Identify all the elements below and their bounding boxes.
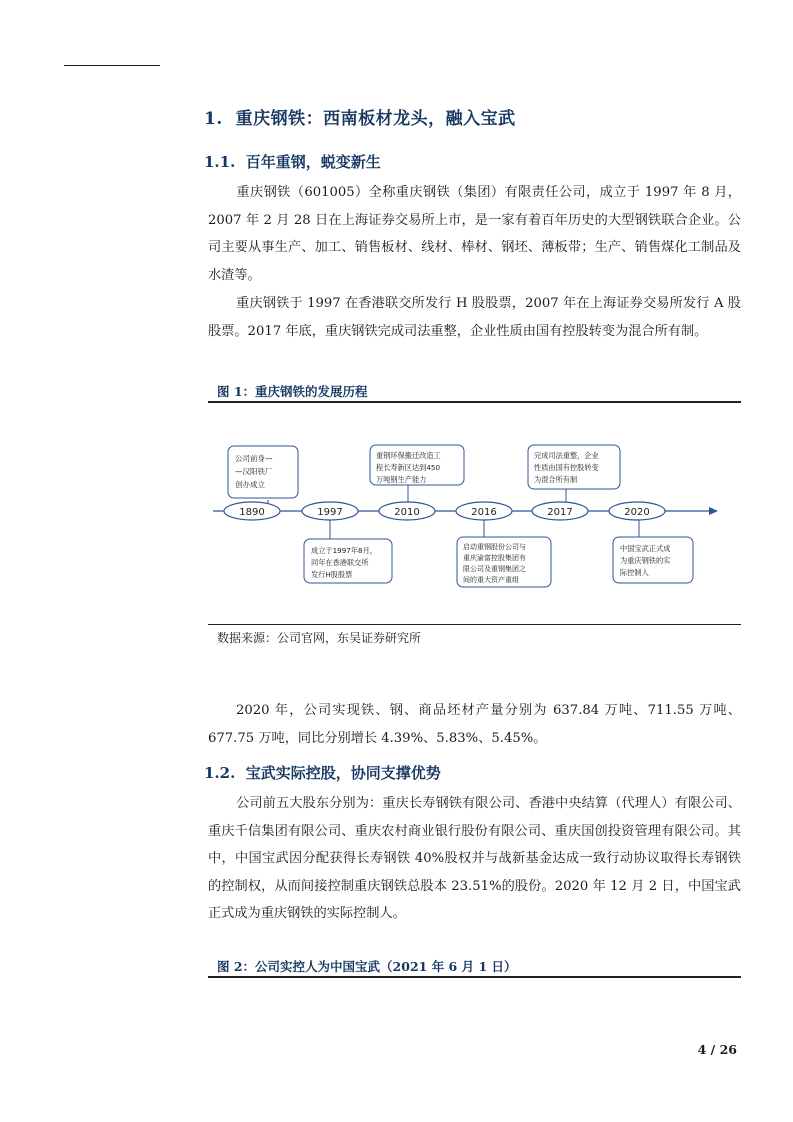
figure-1-top-rule [208,401,741,403]
note-2010 [370,445,464,485]
year-node-2020 [609,502,665,520]
note-line: 重庆渝富控股集团有 [463,554,526,562]
section-1-heading: 1. 重庆钢铁：西南板材龙头，融入宝武 [204,109,516,129]
note-2016 [457,537,551,587]
year-node-2010 [379,502,435,520]
year-node-1997 [302,502,358,520]
note-1997 [304,539,392,583]
note-line: 启动重钢股份公司与 [463,543,526,551]
figure-2-top-rule [208,976,741,978]
year-label: 2017 [547,507,573,518]
paragraph-production-output: 2020 年，公司实现铁、钢、商品坯材产量分别为 637.84 万吨、711.55 万吨、677.75 万吨，同比分别增长 4.39%、5.83%、5.45%。 [208,703,741,746]
year-label: 2020 [624,507,650,518]
figure-1-title: 图 1：重庆钢铁的发展历程 [217,384,368,399]
note-line: 完成司法重整，企业 [534,451,599,460]
year-node-2017 [532,502,588,520]
note-line: 同年在香港联交所 [311,558,369,567]
section-1-1-heading: 1.1. 百年重钢，蜕变新生 [204,153,381,171]
note-line: 程长寿新区达到450 [376,463,441,472]
year-node-1890 [224,502,280,520]
year-node-2016 [456,502,512,520]
note-line: 创办成立 [235,480,265,489]
note-line: 重钢环保搬迁改造工 [376,451,441,460]
note-line: 间的重大资产重组 [463,576,519,584]
paragraph-listing-history: 重庆钢铁于 1997 在香港联交所发行 H 股股票，2007 年在上海证券交易所发行 A 股股票。2017 年底，重庆钢铁完成司法重整，企业性质由国有控股转变为混合所有制。 [208,296,741,339]
note-2017 [528,445,620,489]
timeline-arrow-icon [709,507,718,515]
year-label: 1890 [239,507,265,518]
note-line: 际控制人 [620,568,649,577]
section-1-2-heading: 1.2. 宝武实际控股，协同支撑优势 [204,764,441,782]
figure-1-source: 数据来源：公司官网，东吴证券研究所 [217,631,422,645]
page-number: 4 / 26 [697,1042,737,1057]
note-line: 公司前身— [235,454,273,463]
header-rule [64,65,160,66]
figure-1-bottom-rule [208,624,741,625]
year-label: 1997 [317,507,343,518]
note-line: 发行H股股票 [311,570,353,579]
note-line: 为重庆钢铁的实 [620,556,671,565]
year-label: 2016 [471,507,497,518]
note-line: 中国宝武正式成 [620,544,671,553]
note-line: —汉阳铁厂 [235,467,273,476]
figure-2-title: 图 2：公司实控人为中国宝武（2021 年 6 月 1 日） [217,959,517,974]
development-timeline [208,408,741,618]
paragraph-shareholders: 公司前五大股东分别为：重庆长寿钢铁有限公司、香港中央结算（代理人）有限公司、重庆千信集团有限公司、重庆农村商业银行股份有限公司、重庆国创投资管理有限公司。其中，中国宝武因分配获得长寿钢铁 40%股权并与战新基金达成一致行动协议取得长寿钢铁的控制权，从而间接控制重庆钢铁总股本 23.51%的股份。2020 年 12 月 2 日，中国宝武正式成为重庆钢铁的实际控制人。 [208,796,741,921]
note-line: 万吨钢生产能力 [376,475,427,484]
note-line: 限公司及重钢集团之 [463,565,526,573]
paragraph-company-intro: 重庆钢铁（601005）全称重庆钢铁（集团）有限责任公司，成立于 1997 年 8 月，2007 年 2 月 28 日在上海证券交易所上市，是一家有着百年历史的大型钢铁联合企业。公司主要从事生产、加工、销售板材、线材、棒材、钢坯、薄板带；生产、销售煤化工制品及水渣等。 [208,185,741,283]
note-1890 [228,446,298,498]
note-line: 成立于1997年8月， [311,546,377,555]
note-2020 [613,537,693,583]
note-line: 性质由国有控股转变 [534,463,599,472]
year-label: 2010 [394,507,420,518]
note-line: 为混合所有制 [534,475,578,484]
